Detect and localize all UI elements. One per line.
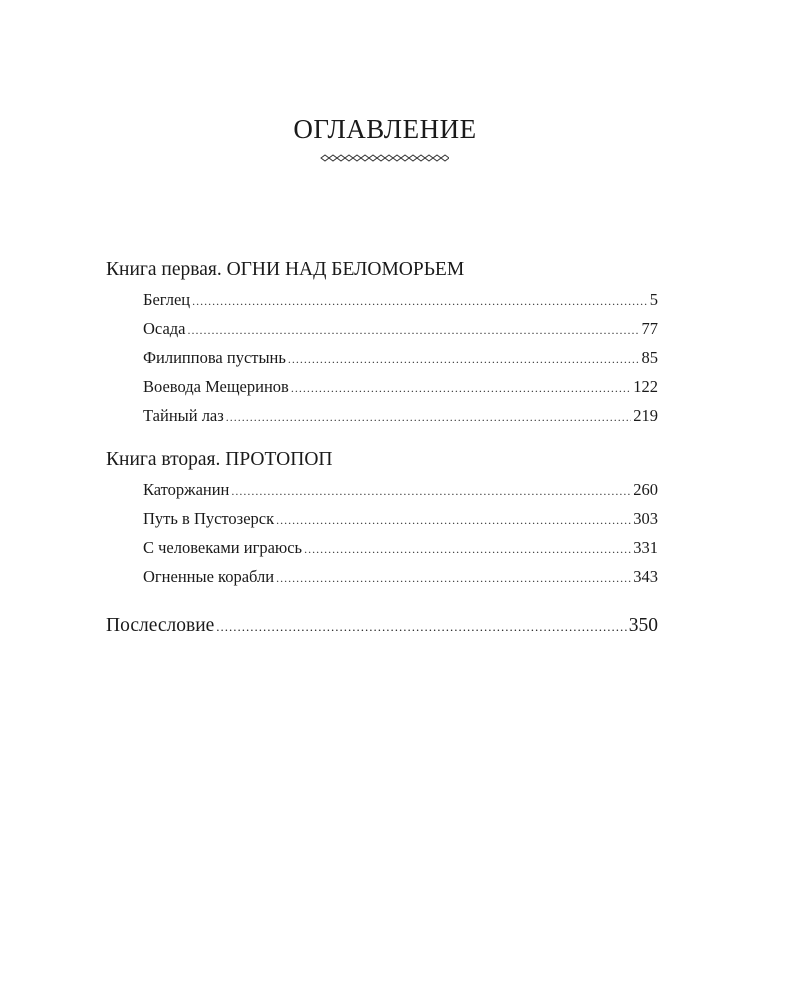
dot-leader	[216, 615, 626, 639]
dot-leader	[192, 288, 648, 315]
toc-entry[interactable]	[143, 505, 658, 534]
toc-entry-page: 331	[633, 538, 658, 557]
book-2-chapters	[106, 476, 658, 592]
toc-entry[interactable]	[143, 534, 658, 563]
afterword-page: 350	[628, 615, 658, 636]
dot-leader	[226, 404, 631, 431]
dot-leader	[276, 565, 631, 592]
toc-entry[interactable]	[143, 563, 658, 592]
toc-entry[interactable]	[143, 315, 658, 344]
dot-leader	[291, 375, 631, 402]
toc-entry-title: Филиппова пустынь	[143, 348, 286, 367]
toc-entry-page: 260	[633, 480, 658, 499]
toc-entry-page: 85	[641, 348, 658, 367]
toc-entry[interactable]	[143, 476, 658, 505]
toc-entry-page: 219	[633, 406, 658, 425]
ornament-divider	[319, 153, 449, 163]
toc-entry-title: С человеками играюсь	[143, 538, 303, 557]
dot-leader	[231, 478, 631, 505]
book-1-chapters	[106, 286, 658, 431]
book-2-title: Книга вторая. ПРОТОПОП	[106, 449, 333, 470]
toc-entry-title: Каторжанин	[143, 480, 230, 499]
dot-leader	[187, 317, 639, 344]
toc-entry-title: Осада	[143, 319, 186, 338]
page-title: ОГЛАВЛЕНИЕ	[293, 114, 477, 144]
afterword-title: Послесловие	[106, 615, 215, 636]
toc-entry[interactable]	[143, 286, 658, 315]
afterword-entry[interactable]	[106, 614, 658, 639]
toc-entry-page: 303	[633, 509, 658, 528]
toc-entry-page: 343	[633, 567, 658, 586]
toc-entry[interactable]	[143, 373, 658, 402]
toc-entry-title: Воевода Мещеринов	[143, 377, 289, 396]
toc-entry-page: 122	[633, 377, 658, 396]
book-1-title: Книга первая. ОГНИ НАД БЕЛОМОРЬЕМ	[106, 259, 465, 280]
toc-entry-title: Путь в Пустозерск	[143, 509, 275, 528]
table-of-contents	[106, 258, 658, 639]
toc-entry-title: Огненные корабли	[143, 567, 275, 586]
toc-entry-title: Тайный лаз	[143, 406, 224, 425]
dot-leader	[288, 346, 640, 373]
toc-entry[interactable]	[143, 344, 658, 373]
toc-entry-page: 5	[649, 290, 658, 309]
toc-entry-page: 77	[641, 319, 658, 338]
dot-leader	[276, 507, 631, 534]
toc-entry-title: Беглец	[143, 290, 191, 309]
toc-entry[interactable]	[143, 402, 658, 431]
dot-leader	[304, 536, 631, 563]
